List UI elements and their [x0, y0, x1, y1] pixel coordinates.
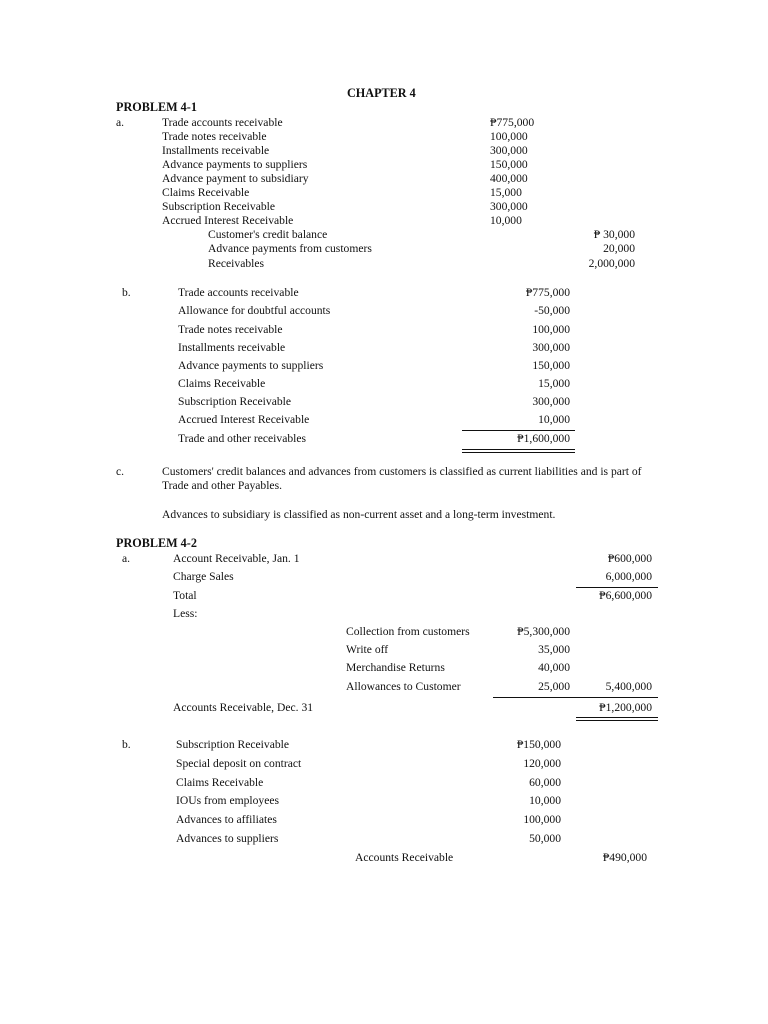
list-item-amount: 15,000 — [538, 377, 570, 390]
less-label: Less: — [173, 607, 198, 620]
list-item-amount: 300,000 — [532, 341, 570, 354]
list-item-amount: 10,000 — [538, 413, 570, 426]
list-item-amount: 100,000 — [532, 323, 570, 336]
list-item-amount: 100,000 — [523, 813, 561, 826]
list-item-label: IOUs from employees — [176, 794, 280, 807]
list-item-amount: 100,000 — [490, 130, 528, 143]
list-item-label: Receivables — [208, 257, 265, 270]
ar-total-amount: ₱490,000 — [602, 851, 647, 864]
list-item-label: Advance payments from customers — [208, 242, 372, 255]
deduction-amount: 25,000 — [538, 680, 570, 693]
list-item-label: Installments receivable — [162, 144, 270, 157]
total-label: Total — [173, 589, 197, 602]
list-item-amount: ₱775,000 — [525, 286, 570, 299]
list-item-amount: 150,000 — [532, 359, 570, 372]
problem-4-1-title: PROBLEM 4-1 — [116, 100, 197, 114]
list-item-amount: 300,000 — [490, 200, 528, 213]
deduction-amount: ₱5,300,000 — [517, 625, 570, 638]
list-item-amount: 10,000 — [490, 214, 522, 227]
list-item-amount: 15,000 — [490, 186, 522, 199]
list-item-amount: 120,000 — [523, 757, 561, 770]
list-item-label: Accrued Interest Receivable — [162, 214, 294, 227]
list-item-label: Trade notes receivable — [178, 323, 283, 336]
list-item-amount: 10,000 — [529, 794, 561, 807]
part-c-paragraph-1: Customers' credit balances and advances from customers is classified as current liabilities and is part of Trade and other Payables. — [162, 465, 642, 492]
part-c-paragraph-2: Advances to subsidiary is classified as non-current asset and a long-term investment. — [162, 508, 556, 521]
part-a-label: a. — [122, 552, 131, 565]
list-item-label: Trade accounts receivable — [178, 286, 299, 299]
list-item-label: Subscription Receivable — [162, 200, 276, 213]
list-item-label: Trade accounts receivable — [162, 116, 283, 129]
list-item-label: Installments receivable — [178, 341, 286, 354]
list-item-amount: 400,000 — [490, 172, 528, 185]
deduction-label: Collection from customers — [346, 625, 470, 638]
list-item-label: Advances to affiliates — [176, 813, 277, 826]
list-item-label: Trade notes receivable — [162, 130, 267, 143]
part-c-label: c. — [116, 465, 125, 478]
list-item-amount: 300,000 — [490, 144, 528, 157]
part-b-label: b. — [122, 286, 131, 299]
total-amount: ₱6,600,000 — [599, 589, 652, 602]
list-item-label: Claims Receivable — [176, 776, 264, 789]
list-item-amount: 300,000 — [532, 395, 570, 408]
list-item-label: Special deposit on contract — [176, 757, 302, 770]
list-item-label: Customer's credit balance — [208, 228, 328, 241]
list-item-amount: ₱1,600,000 — [517, 432, 570, 445]
problem-4-2-title: PROBLEM 4-2 — [116, 536, 197, 550]
deduction-label: Write off — [346, 643, 389, 656]
list-item-label: Claims Receivable — [162, 186, 250, 199]
list-item-label: Subscription Receivable — [176, 738, 290, 751]
charge-sales-amount: 6,000,000 — [605, 570, 652, 583]
list-item-label: Advance payments to suppliers — [178, 359, 324, 372]
part-a-label: a. — [116, 116, 125, 129]
list-item-label: Advance payment to subsidiary — [162, 172, 309, 185]
list-item-label: Claims Receivable — [178, 377, 266, 390]
ar-dec-amount: ₱1,200,000 — [599, 701, 652, 714]
list-item-amount: -50,000 — [534, 304, 570, 317]
list-item-label: Advance payments to suppliers — [162, 158, 308, 171]
total-double-rule — [576, 717, 658, 721]
part-b-label: b. — [122, 738, 131, 751]
deduction-label: Allowances to Customer — [346, 680, 461, 693]
list-item-amount: ₱775,000 — [490, 116, 535, 129]
list-item-amount: ₱150,000 — [516, 738, 561, 751]
subtotal-rule — [493, 697, 658, 698]
list-item-amount: 2,000,000 — [588, 257, 635, 270]
list-item-label: Trade and other receivables — [178, 432, 307, 445]
chapter-title: CHAPTER 4 — [347, 86, 416, 100]
deduction-amount: 40,000 — [538, 661, 570, 674]
list-item-amount: 50,000 — [529, 832, 561, 845]
list-item-label: Allowance for doubtful accounts — [178, 304, 331, 317]
list-item-label: Advances to suppliers — [176, 832, 279, 845]
list-item-amount: 150,000 — [490, 158, 528, 171]
list-item-amount: 20,000 — [603, 242, 635, 255]
total-double-rule — [462, 449, 575, 453]
deduction-amount: 35,000 — [538, 643, 570, 656]
deductions-total-amount: 5,400,000 — [605, 680, 652, 693]
list-item-amount: 60,000 — [529, 776, 561, 789]
deduction-label: Merchandise Returns — [346, 661, 445, 674]
list-item-label: Accrued Interest Receivable — [178, 413, 310, 426]
list-item-label: Subscription Receivable — [178, 395, 292, 408]
list-item-amount: ₱ 30,000 — [593, 228, 635, 241]
ar-jan-amount: ₱600,000 — [607, 552, 652, 565]
ar-total-label: Accounts Receivable — [355, 851, 454, 864]
ar-jan-label: Account Receivable, Jan. 1 — [173, 552, 300, 565]
ar-dec-label: Accounts Receivable, Dec. 31 — [173, 701, 314, 714]
charge-sales-label: Charge Sales — [173, 570, 234, 583]
